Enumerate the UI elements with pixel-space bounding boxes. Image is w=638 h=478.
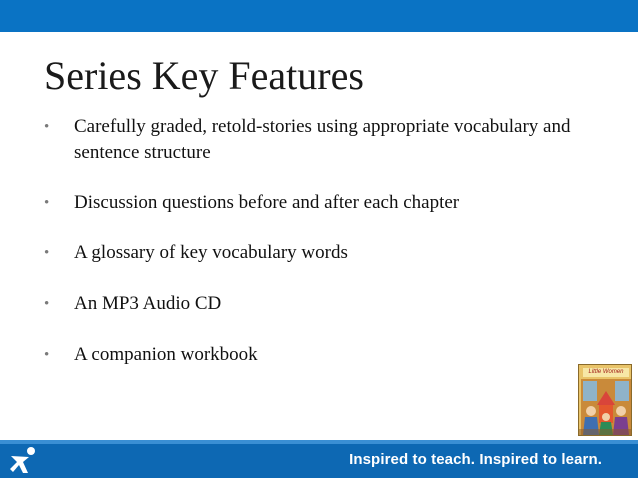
bullet-icon: • xyxy=(44,347,50,363)
footer-accent-strip xyxy=(0,440,638,444)
bullet-icon: • xyxy=(44,245,50,261)
star-figure-icon xyxy=(8,444,40,476)
book-cover-title: Little Women xyxy=(583,368,629,377)
slide-title: Series Key Features xyxy=(44,53,364,98)
list-item-text: Carefully graded, retold-stories using appropriate vocabulary and sentence structure xyxy=(74,116,571,163)
header-band xyxy=(0,0,638,32)
list-item-text: An MP3 Audio CD xyxy=(74,293,222,314)
book-cover-image xyxy=(578,364,632,436)
list-item xyxy=(44,291,604,317)
footer-tagline: Inspired to teach. Inspired to learn. xyxy=(349,451,602,468)
list-item xyxy=(44,114,604,166)
bullet-icon: • xyxy=(44,119,50,135)
footer-band xyxy=(0,440,638,478)
list-item xyxy=(44,342,604,368)
list-item xyxy=(44,190,604,216)
bullet-icon: • xyxy=(44,296,50,312)
list-item-text: Discussion questions before and after each chapter xyxy=(74,192,460,213)
bullet-icon: • xyxy=(44,195,50,211)
list-item-text: A glossary of key vocabulary words xyxy=(74,242,348,263)
list-item xyxy=(44,240,604,266)
list-item-text: A companion workbook xyxy=(74,344,258,365)
